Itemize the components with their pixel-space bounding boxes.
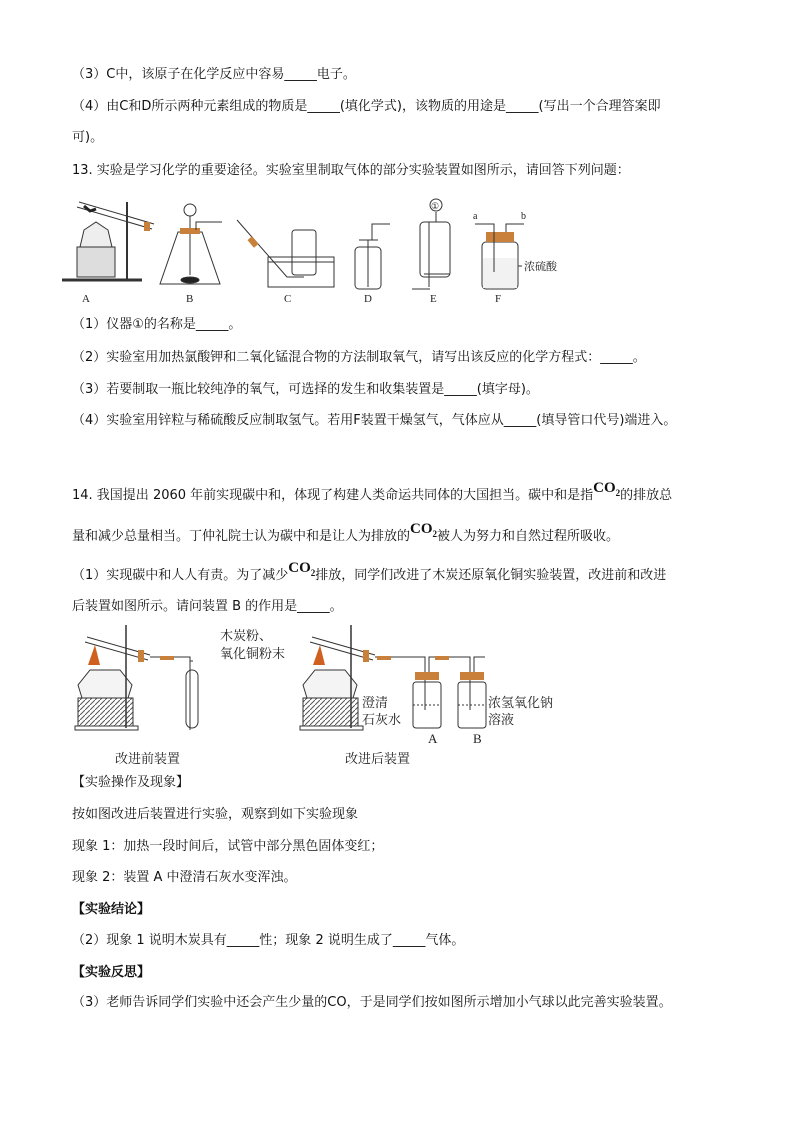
q14-stem-line2: 量和减少总量相当。丁仲礼院士认为碳中和是让人为排放的$CO_2$被人为努力和自然过程所吸收。 <box>72 521 620 544</box>
powder-label-2: 氧化铜粉末 <box>220 646 286 661</box>
apparatus-e <box>412 199 450 289</box>
apparatus-f <box>475 224 524 289</box>
section-operation-title: 【实验操作及现象】 <box>72 775 190 790</box>
q14-part3: （3）老师告诉同学们实验中还会产生少量的CO，于是同学们按如图所示增加小气球以此完善实验装置。 <box>72 995 672 1010</box>
port-b: b <box>521 211 526 222</box>
label-e: E <box>430 293 437 305</box>
apparatus-d <box>355 224 390 289</box>
label-f: F <box>495 293 502 305</box>
bottle-a-label: A <box>428 731 438 746</box>
naoh-label-1: 浓氢氧化钠 <box>488 695 554 710</box>
q13-part3: （3）若要制取一瓶比较纯净的氧气，可选择的发生和收集装置是_____(填字母)。 <box>72 382 539 397</box>
label-a: A <box>82 293 90 305</box>
acid-label: 浓硫酸 <box>524 261 557 273</box>
co2-formula: $CO_2$ <box>288 560 316 578</box>
phenomenon-1: 现象 1：加热一段时间后，试管中部分黑色固体变红； <box>72 839 384 854</box>
q14-part1-cont: 后装置如图所示。请问装置 B 的作用是_____。 <box>72 599 343 614</box>
q14-part2: （2）现象 1 说明木炭具有_____性；现象 2 说明生成了_____气体。 <box>72 933 465 948</box>
q14-apparatus-figure <box>60 620 600 770</box>
caption-after: 改进后装置 <box>345 751 411 766</box>
caption-before: 改进前装置 <box>115 751 181 766</box>
label-b: B <box>186 293 194 305</box>
lime-label-1: 澄清 <box>362 695 389 710</box>
apparatus-a <box>62 202 154 280</box>
q12-part3: （3）C中，该原子在化学反应中容易_____电子。 <box>72 67 356 82</box>
bottle-b-label: B <box>473 731 482 746</box>
port-a: a <box>473 211 478 222</box>
marker-1: ① <box>431 201 440 211</box>
q14-part1: （1）实现碳中和人人有责。为了减少$CO_2$排放，同学们改进了木炭还原氧化铜实验装置，改进前和改进 <box>72 560 667 583</box>
label-c: C <box>284 293 292 305</box>
operation-text: 按如图改进后装置进行实验，观察到如下实验现象 <box>72 807 359 822</box>
powder-label-1: 木炭粉、 <box>220 628 273 643</box>
naoh-label-2: 溶液 <box>488 712 515 727</box>
apparatus-c <box>237 220 334 287</box>
before-apparatus <box>75 625 198 730</box>
q14-stem-line1: 14. 我国提出 2060 年前实现碳中和，体现了构建人类命运共同体的大国担当。碳中和是指$CO_2$的排放总 <box>72 480 673 503</box>
phenomenon-2: 现象 2：装置 A 中澄清石灰水变浑浊。 <box>72 870 297 885</box>
co2-formula: $CO_2$ <box>593 480 621 498</box>
lime-label-2: 石灰水 <box>362 712 402 727</box>
q13-part1: （1）仪器①的名称是_____。 <box>72 317 242 332</box>
co2-formula: $CO_2$ <box>410 521 438 539</box>
q13-part2: （2）实验室用加热氯酸钾和二氧化锰混合物的方法制取氧气，请写出该反应的化学方程式：_____。 <box>72 350 646 365</box>
q13-part4: （4）实验室用锌粒与稀硫酸反应制取氢气。若用F装置干燥氢气，气体应从_____(填导管口代号)端进入。 <box>72 413 677 428</box>
apparatus-b <box>160 204 222 284</box>
q12-part4: （4）由C和D所示两种元素组成的物质是_____(填化学式)，该物质的用途是_____(写出一个合理答案即 <box>72 99 661 114</box>
q12-part4-cont: 可)。 <box>72 130 104 145</box>
section-conclusion-title: 【实验结论】 <box>72 902 151 917</box>
q13-stem: 13. 实验是学习化学的重要途径。实验室里制取气体的部分实验装置如图所示，请回答下列问题： <box>72 163 630 178</box>
label-d: D <box>364 293 372 305</box>
q13-apparatus-figure <box>72 192 557 307</box>
section-reflection-title: 【实验反思】 <box>72 965 151 980</box>
